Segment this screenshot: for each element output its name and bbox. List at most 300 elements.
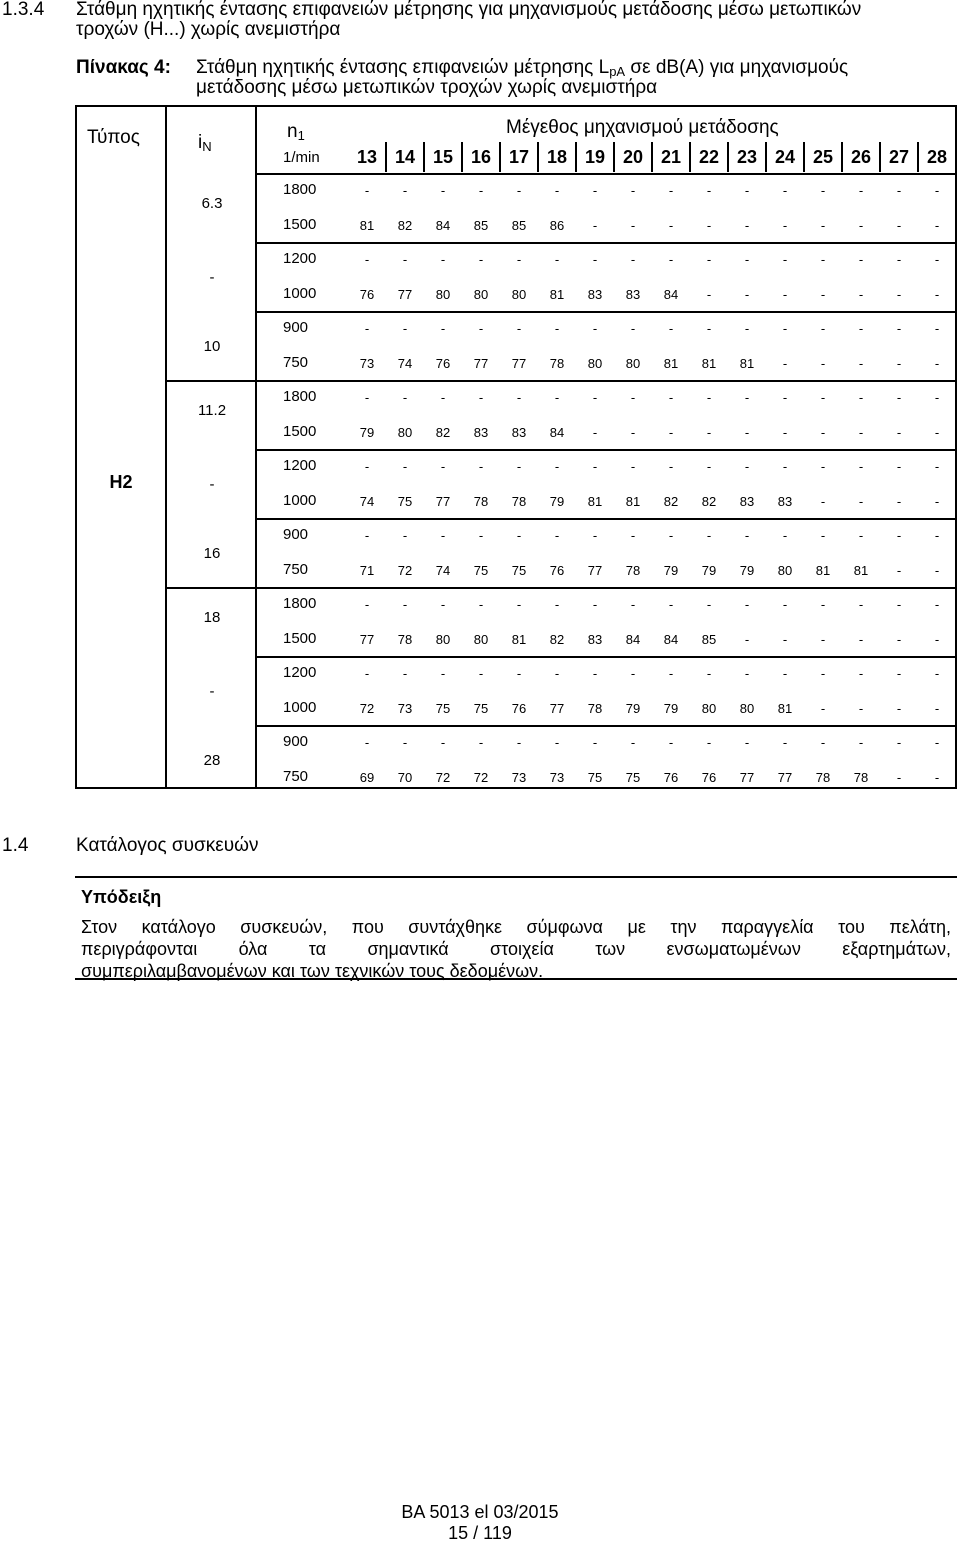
- table-cell: -: [934, 562, 940, 578]
- table-cell: 77: [739, 769, 755, 785]
- table-cell: -: [744, 666, 750, 681]
- table-cell: 80: [625, 355, 641, 371]
- table-cell: -: [934, 424, 940, 440]
- table-cell: 81: [511, 631, 527, 647]
- subsection-number: 1.4: [2, 835, 29, 856]
- table-cell: -: [782, 459, 788, 474]
- table-cell: -: [364, 597, 370, 612]
- table-cell: 82: [397, 217, 413, 233]
- table-cell: 80: [435, 286, 451, 302]
- table-cell: -: [706, 183, 712, 198]
- table-cell: -: [706, 217, 712, 233]
- table-cell: 75: [473, 700, 489, 716]
- table-cell: -: [706, 286, 712, 302]
- table-cell: 83: [473, 424, 489, 440]
- ratio-label: -: [209, 268, 215, 286]
- footer-page-number: 15 / 119: [448, 1523, 512, 1543]
- note-box: [75, 876, 957, 980]
- size-column-separator: [765, 142, 767, 172]
- table-cell: -: [744, 390, 750, 405]
- size-column-separator: [727, 142, 729, 172]
- speed-value: 1800: [283, 388, 317, 405]
- table-cell: 81: [549, 286, 565, 302]
- table-cell: -: [744, 183, 750, 198]
- table-cell: -: [478, 183, 484, 198]
- table-cell: -: [478, 597, 484, 612]
- table-cell: -: [706, 735, 712, 750]
- table-cell: -: [934, 597, 940, 612]
- table-cell: -: [630, 666, 636, 681]
- table-cell: 84: [663, 631, 679, 647]
- table-cell: -: [896, 183, 902, 198]
- table-cell: -: [592, 735, 598, 750]
- table-cell: 78: [473, 493, 489, 509]
- table-cell: -: [478, 390, 484, 405]
- note-body: [81, 916, 951, 982]
- table-cell: -: [630, 735, 636, 750]
- table-cell: -: [630, 597, 636, 612]
- group-separator: [165, 587, 955, 589]
- table-cell: 80: [511, 286, 527, 302]
- table-cell: -: [934, 217, 940, 233]
- size-column-header: 15: [432, 147, 454, 167]
- table-cell: -: [782, 528, 788, 543]
- table-cell: -: [858, 459, 864, 474]
- table-cell: -: [440, 528, 446, 543]
- table-cell: 78: [815, 769, 831, 785]
- table-cell: 77: [397, 286, 413, 302]
- ratio-header-subscript: N: [202, 139, 212, 154]
- table-cell: -: [820, 286, 826, 302]
- table-cell: 75: [473, 562, 489, 578]
- size-column-separator: [499, 142, 501, 172]
- table-cell: -: [478, 459, 484, 474]
- size-column-separator: [841, 142, 843, 172]
- table-cell: -: [896, 424, 902, 440]
- footer-doc-ref: BA 5013 el 03/2015: [401, 1502, 559, 1522]
- table-cell: -: [934, 493, 940, 509]
- size-column-separator: [423, 142, 425, 172]
- caption-text-post: σε dB(A) για μηχανισμούς: [625, 57, 849, 78]
- table-cell: -: [820, 183, 826, 198]
- table-cell: -: [934, 769, 940, 785]
- table-cell: 69: [359, 769, 375, 785]
- table-cell: -: [820, 666, 826, 681]
- table-cell: 82: [663, 493, 679, 509]
- table-cell: -: [934, 528, 940, 543]
- table-cell: 72: [435, 769, 451, 785]
- table-cell: 81: [739, 355, 755, 371]
- table-cell: 79: [549, 493, 565, 509]
- subsection-title: Κατάλογος συσκευών: [76, 835, 259, 856]
- table-cell: 81: [587, 493, 603, 509]
- table-cell: 80: [473, 286, 489, 302]
- table-cell: -: [744, 528, 750, 543]
- table-cell: -: [934, 321, 940, 336]
- table-cell: 77: [549, 700, 565, 716]
- table-cell: -: [820, 390, 826, 405]
- table-cell: 73: [549, 769, 565, 785]
- table-cell: -: [744, 217, 750, 233]
- table-cell: 76: [663, 769, 679, 785]
- table-cell: -: [782, 424, 788, 440]
- table-cell: -: [630, 252, 636, 267]
- table-cell: -: [896, 562, 902, 578]
- speed-value: 1500: [283, 629, 317, 647]
- size-column-separator: [879, 142, 881, 172]
- table-cell: 77: [777, 769, 793, 785]
- pair-separator: [255, 518, 955, 520]
- table-cell: -: [820, 700, 826, 716]
- pair-separator: [255, 725, 955, 727]
- table-cell: -: [402, 459, 408, 474]
- table-cell: 74: [397, 355, 413, 371]
- table-cell: -: [668, 597, 674, 612]
- size-column-header: 20: [622, 147, 644, 167]
- table-cell: 78: [549, 355, 565, 371]
- table-cell: -: [592, 666, 598, 681]
- table-cell: 84: [435, 217, 451, 233]
- table-cell: -: [630, 390, 636, 405]
- table-cell: 70: [397, 769, 413, 785]
- pair-separator: [255, 449, 955, 451]
- table-cell: -: [820, 597, 826, 612]
- size-column-header: 19: [584, 147, 606, 167]
- size-column-separator: [461, 142, 463, 172]
- table-cell: -: [402, 597, 408, 612]
- table-cell: -: [440, 183, 446, 198]
- table-cell: -: [668, 666, 674, 681]
- table-cell: 77: [587, 562, 603, 578]
- table-cell: -: [896, 252, 902, 267]
- pair-separator: [255, 656, 955, 658]
- table-cell: -: [706, 252, 712, 267]
- table-cell: -: [744, 459, 750, 474]
- table-cell: -: [820, 528, 826, 543]
- table-cell: -: [744, 631, 750, 647]
- ratio-label: 10: [203, 338, 221, 355]
- table-cell: -: [782, 252, 788, 267]
- table-cell: -: [402, 321, 408, 336]
- table-cell: 85: [473, 217, 489, 233]
- table-cell: -: [516, 666, 522, 681]
- table-cell: -: [440, 735, 446, 750]
- table-cell: -: [934, 355, 940, 371]
- table-cell: -: [402, 183, 408, 198]
- table-cell: 83: [587, 631, 603, 647]
- table-cell: 79: [359, 424, 375, 440]
- table-cell: 80: [397, 424, 413, 440]
- speed-value: 750: [283, 767, 309, 785]
- note-title: Υπόδειξη: [81, 887, 162, 907]
- table-cell: -: [706, 666, 712, 681]
- table-cell: -: [858, 355, 864, 371]
- table-cell: -: [820, 735, 826, 750]
- ratio-header-symbol: i: [198, 132, 203, 153]
- table-cell: -: [858, 700, 864, 716]
- speed-value: 1000: [283, 698, 317, 716]
- table-cell: 77: [511, 355, 527, 371]
- speed-value: 1800: [283, 595, 317, 612]
- table-cell: -: [554, 528, 560, 543]
- table-cell: -: [402, 390, 408, 405]
- speed-value: 1200: [283, 250, 317, 267]
- table-cell: -: [782, 217, 788, 233]
- table-cell: -: [896, 666, 902, 681]
- note-line-1: Στον κατάλογο συσκευών, που συντάχθηκε σύμφωνα με την παραγγελία του πελάτη,: [81, 917, 951, 937]
- table-cell: -: [630, 459, 636, 474]
- size-column-header: 28: [926, 147, 948, 167]
- table-cell: 81: [625, 493, 641, 509]
- ratio-label: -: [209, 682, 215, 700]
- table-cell: -: [668, 424, 674, 440]
- note-line-2: περιγράφονται όλα τα σημαντικά στοιχεία των ενσωματωμένων εξαρτημάτων,: [81, 939, 951, 959]
- table-cell: 85: [701, 631, 717, 647]
- table-cell: 83: [511, 424, 527, 440]
- table-cell: -: [630, 183, 636, 198]
- table-cell: -: [706, 321, 712, 336]
- table-cell: -: [706, 597, 712, 612]
- table-cell: 72: [397, 562, 413, 578]
- table-cell: -: [668, 528, 674, 543]
- table-cell: 76: [359, 286, 375, 302]
- table-cell: -: [744, 286, 750, 302]
- section-number: 1.3.4: [2, 0, 45, 20]
- table-cell: -: [782, 666, 788, 681]
- ratio-label: 11.2: [197, 402, 227, 419]
- table-cell: -: [364, 735, 370, 750]
- table-cell: -: [592, 597, 598, 612]
- speed-value: 1000: [283, 491, 317, 509]
- caption-text-pre: Στάθμη ηχητικής έντασης επιφανειών μέτρησης L: [196, 57, 610, 78]
- table-cell: 79: [701, 562, 717, 578]
- table-cell: -: [896, 355, 902, 371]
- table-cell: 84: [549, 424, 565, 440]
- table-cell: -: [706, 390, 712, 405]
- size-column-header: 14: [394, 147, 416, 167]
- table-cell: -: [516, 252, 522, 267]
- table-cell: 83: [625, 286, 641, 302]
- table-cell: -: [516, 597, 522, 612]
- table-cell: -: [858, 528, 864, 543]
- size-column-header: 25: [812, 147, 834, 167]
- table-cell: -: [896, 597, 902, 612]
- table-cell: -: [896, 493, 902, 509]
- speed-value: 1200: [283, 664, 317, 681]
- table-cell: -: [592, 321, 598, 336]
- table-cell: -: [782, 321, 788, 336]
- table-cell: -: [668, 735, 674, 750]
- table-cell: 74: [435, 562, 451, 578]
- table-cell: -: [744, 252, 750, 267]
- group-separator: [165, 380, 955, 382]
- speed-header-symbol: n: [287, 121, 298, 142]
- table-cell: 78: [397, 631, 413, 647]
- ratio-header: [198, 132, 212, 154]
- table-caption-label: Πίνακας 4:: [76, 57, 171, 78]
- table-cell: -: [402, 252, 408, 267]
- ratio-label: 28: [203, 752, 221, 769]
- table-cell: 84: [625, 631, 641, 647]
- table-caption-line-2: μετάδοσης μέσω μετωπικών τροχών χωρίς ανεμιστήρα: [196, 77, 658, 98]
- table-cell: 71: [359, 562, 375, 578]
- table-cell: -: [896, 286, 902, 302]
- table-cell: -: [630, 217, 636, 233]
- table-cell: -: [896, 735, 902, 750]
- table-cell: 80: [739, 700, 755, 716]
- table-cell: -: [934, 631, 940, 647]
- table-cell: 75: [435, 700, 451, 716]
- table-cell: 84: [663, 286, 679, 302]
- size-column-header: 26: [850, 147, 872, 167]
- table-cell: -: [592, 390, 598, 405]
- table-cell: 83: [739, 493, 755, 509]
- table-cell: -: [516, 459, 522, 474]
- table-cell: -: [782, 286, 788, 302]
- section-title: [76, 0, 960, 40]
- table-cell: -: [554, 183, 560, 198]
- table-cell: -: [402, 528, 408, 543]
- header-rule: [255, 173, 955, 175]
- table-cell: -: [934, 252, 940, 267]
- speed-header-subscript: 1: [297, 128, 305, 143]
- table-cell: -: [706, 528, 712, 543]
- table-cell: 75: [397, 493, 413, 509]
- size-column-header: 17: [508, 147, 530, 167]
- table-cell: -: [820, 355, 826, 371]
- table-cell: 77: [435, 493, 451, 509]
- table-cell: -: [896, 528, 902, 543]
- table-cell: -: [820, 493, 826, 509]
- size-column-separator: [917, 142, 919, 172]
- size-column-header: 16: [470, 147, 492, 167]
- table-cell: -: [364, 528, 370, 543]
- table-cell: -: [858, 390, 864, 405]
- speed-value: 1800: [283, 181, 317, 198]
- table-cell: 81: [701, 355, 717, 371]
- table-cell: -: [592, 528, 598, 543]
- table-cell: -: [668, 217, 674, 233]
- table-cell: -: [820, 424, 826, 440]
- speed-header: [287, 121, 305, 143]
- table-cell: -: [440, 459, 446, 474]
- table-cell: 79: [663, 562, 679, 578]
- table-cell: -: [554, 735, 560, 750]
- table-cell: 81: [663, 355, 679, 371]
- table-cell: -: [630, 424, 636, 440]
- table-cell: -: [554, 252, 560, 267]
- table-cell: 81: [853, 562, 869, 578]
- table-cell: 78: [853, 769, 869, 785]
- size-column-separator: [651, 142, 653, 172]
- table-cell: -: [858, 217, 864, 233]
- table-cell: 75: [511, 562, 527, 578]
- size-column-header: 27: [888, 147, 910, 167]
- table-cell: -: [440, 597, 446, 612]
- table-cell: 80: [587, 355, 603, 371]
- table-cell: -: [592, 424, 598, 440]
- size-column-header: 24: [774, 147, 796, 167]
- table-cell: -: [668, 252, 674, 267]
- table-cell: -: [858, 286, 864, 302]
- table-cell: -: [554, 459, 560, 474]
- speed-value: 750: [283, 560, 309, 578]
- speed-value: 1000: [283, 284, 317, 302]
- size-header: Μέγεθος μηχανισμού μετάδοσης: [506, 117, 779, 138]
- table-cell: -: [592, 183, 598, 198]
- speed-value: 750: [283, 353, 309, 371]
- table-cell: -: [858, 252, 864, 267]
- size-column-header: 13: [356, 147, 378, 167]
- table-cell: -: [478, 528, 484, 543]
- table-cell: -: [820, 217, 826, 233]
- table-cell: -: [858, 666, 864, 681]
- table-cell: 75: [587, 769, 603, 785]
- table-cell: -: [554, 597, 560, 612]
- table-cell: -: [858, 493, 864, 509]
- speed-value: 1500: [283, 215, 317, 233]
- table-cell: -: [858, 631, 864, 647]
- size-column-separator: [803, 142, 805, 172]
- table-cell: -: [516, 183, 522, 198]
- table-cell: -: [592, 459, 598, 474]
- table-cell: 83: [777, 493, 793, 509]
- table-cell: -: [516, 528, 522, 543]
- table-cell: -: [516, 735, 522, 750]
- table-cell: -: [858, 321, 864, 336]
- table-cell: -: [364, 183, 370, 198]
- table-cell: -: [934, 183, 940, 198]
- table-cell: -: [858, 597, 864, 612]
- table-cell: -: [820, 459, 826, 474]
- table-cell: -: [934, 286, 940, 302]
- table-cell: 74: [359, 493, 375, 509]
- table-cell: -: [744, 597, 750, 612]
- size-column-header: 21: [660, 147, 682, 167]
- type-label: H2: [109, 471, 133, 492]
- table-cell: -: [440, 390, 446, 405]
- table-cell: 77: [359, 631, 375, 647]
- speed-value: 1500: [283, 422, 317, 440]
- caption-subscript: pA: [609, 64, 626, 79]
- table-cell: -: [896, 390, 902, 405]
- table-cell: 80: [701, 700, 717, 716]
- table-cell: -: [554, 321, 560, 336]
- table-cell: -: [630, 321, 636, 336]
- table-cell: 76: [549, 562, 565, 578]
- section-title-line-2: τροχών (H...) χωρίς ανεμιστήρα: [76, 19, 341, 40]
- table-cell: -: [592, 252, 598, 267]
- table-cell: -: [782, 735, 788, 750]
- table-cell: 85: [511, 217, 527, 233]
- table-cell: 79: [663, 700, 679, 716]
- table-cell: -: [516, 321, 522, 336]
- table-cell: -: [896, 700, 902, 716]
- table-cell: 78: [625, 562, 641, 578]
- table-cell: 79: [625, 700, 641, 716]
- table-cell: -: [630, 528, 636, 543]
- table-cell: -: [554, 390, 560, 405]
- table-cell: 78: [587, 700, 603, 716]
- type-header: Τύπος: [87, 127, 140, 148]
- table-cell: 79: [739, 562, 755, 578]
- speed-unit: 1/min: [283, 149, 320, 166]
- table-cell: -: [668, 390, 674, 405]
- table-cell: 81: [815, 562, 831, 578]
- table-cell: -: [478, 666, 484, 681]
- table-cell: 82: [549, 631, 565, 647]
- table-cell: -: [364, 666, 370, 681]
